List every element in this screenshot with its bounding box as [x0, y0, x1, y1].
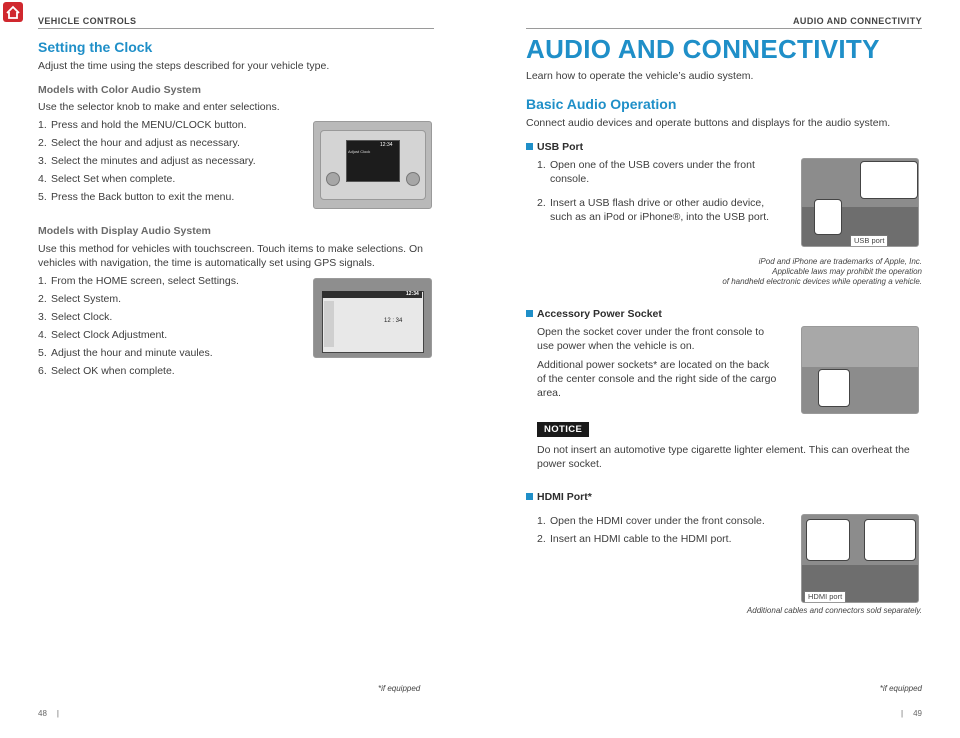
- volume-knob-icon: [326, 172, 340, 186]
- selector-knob-icon: [406, 172, 420, 186]
- color-step: 1. Press and hold the MENU/CLOCK button.: [38, 119, 247, 131]
- color-step: 4. Select Set when complete.: [38, 173, 176, 185]
- right-page-number: | 49: [901, 709, 922, 718]
- left-page-number: 48 |: [38, 709, 59, 718]
- display-audio-heading: Models with Display Audio System: [38, 225, 211, 237]
- display-step: 2. Select System.: [38, 293, 122, 305]
- section-marker-icon: [526, 310, 533, 317]
- power-text: use power when the vehicle is on.: [537, 340, 695, 352]
- hdmi-port-image: [801, 514, 919, 603]
- display-step: 6. Select OK when complete.: [38, 365, 175, 377]
- usb-step: 2. Insert a USB flash drive or other audio device,: [537, 197, 765, 209]
- hdmi-step: 1. Open the HDMI cover under the front console.: [537, 515, 765, 527]
- display-audio-intro-2: vehicles with navigation, the time is automatically set using GPS signals.: [38, 257, 375, 269]
- display-step: 4. Select Clock Adjustment.: [38, 329, 168, 341]
- notice-text: power socket.: [537, 458, 602, 470]
- display-audio-intro-1: Use this method for vehicles with touchscreen. Touch items to make selections. On: [38, 243, 423, 255]
- basic-audio-intro: Connect audio devices and operate buttons and displays for the audio system.: [526, 117, 891, 129]
- chapter-intro: Learn how to operate the vehicle’s audio system.: [526, 70, 754, 82]
- power-text: Additional power sockets* are located on the back: [537, 359, 770, 371]
- right-running-header: AUDIO AND CONNECTIVITY: [793, 16, 922, 26]
- color-audio-unit-image: [313, 121, 432, 209]
- usb-port-label: USB port: [850, 235, 888, 247]
- power-text: Open the socket cover under the front console to: [537, 326, 765, 338]
- usb-port-heading: USB Port: [526, 141, 583, 153]
- section-marker-icon: [526, 143, 533, 150]
- color-step: 5. Press the Back button to exit the menu.: [38, 191, 235, 203]
- left-running-header: VEHICLE CONTROLS: [38, 16, 137, 26]
- display-audio-screen-image: [313, 278, 432, 358]
- hdmi-port-label: HDMI port: [804, 591, 846, 603]
- section-marker-icon: [526, 493, 533, 500]
- setting-clock-intro: Adjust the time using the steps described for your vehicle type.: [38, 60, 330, 72]
- basic-audio-heading: Basic Audio Operation: [526, 96, 677, 112]
- hdmi-port-heading: HDMI Port*: [526, 491, 592, 503]
- power-text: area.: [537, 387, 561, 399]
- right-footnote: *if equipped: [879, 684, 922, 693]
- hdmi-step: 2. Insert an HDMI cable to the HDMI port.: [537, 533, 732, 545]
- color-screen-title: Adjust Clock: [348, 149, 371, 154]
- display-screen-time: 12 : 34: [384, 318, 403, 324]
- setting-clock-title: Setting the Clock: [38, 39, 153, 55]
- usb-step: 1. Open one of the USB covers under the front: [537, 159, 755, 171]
- power-text: of the center console and the right side of the cargo: [537, 373, 777, 385]
- notice-badge: NOTICE: [537, 422, 589, 437]
- home-logo-icon[interactable]: [3, 2, 23, 22]
- left-footnote: *if equipped: [378, 684, 421, 693]
- power-socket-heading: Accessory Power Socket: [526, 308, 662, 320]
- color-audio-heading: Models with Color Audio System: [38, 84, 201, 96]
- color-step: 3. Select the minutes and adjust as necessary.: [38, 155, 256, 167]
- usb-step-cont: console.: [550, 173, 590, 185]
- display-screen-clock: 12:34: [406, 291, 419, 297]
- color-audio-intro: Use the selector knob to make and enter selections.: [38, 101, 280, 113]
- power-socket-image: [801, 326, 919, 414]
- display-step: 5. Adjust the hour and minute vaules.: [38, 347, 213, 359]
- left-header-rule: [38, 28, 434, 29]
- notice-text: Do not insert an automotive type cigarette lighter element. This can overheat the: [537, 444, 910, 456]
- hdmi-note: Additional cables and connectors sold separately.: [746, 606, 922, 615]
- chapter-title: AUDIO AND CONNECTIVITY: [526, 34, 880, 64]
- color-step: 2. Select the hour and adjust as necessary.: [38, 137, 240, 149]
- display-step: 3. Select Clock.: [38, 311, 113, 323]
- trademark-note: iPod and iPhone are trademarks of Apple, Inc. Applicable laws may prohibit the operation of handheld electronic devices while operating a vehicle.: [722, 257, 922, 286]
- display-step: 1. From the HOME screen, select Settings.: [38, 275, 239, 287]
- right-header-rule: [526, 28, 922, 29]
- usb-step-cont: such as an iPod or iPhone®, into the USB port.: [550, 211, 770, 223]
- usb-port-image: [801, 158, 919, 247]
- color-screen-clock: 12:34: [380, 142, 393, 148]
